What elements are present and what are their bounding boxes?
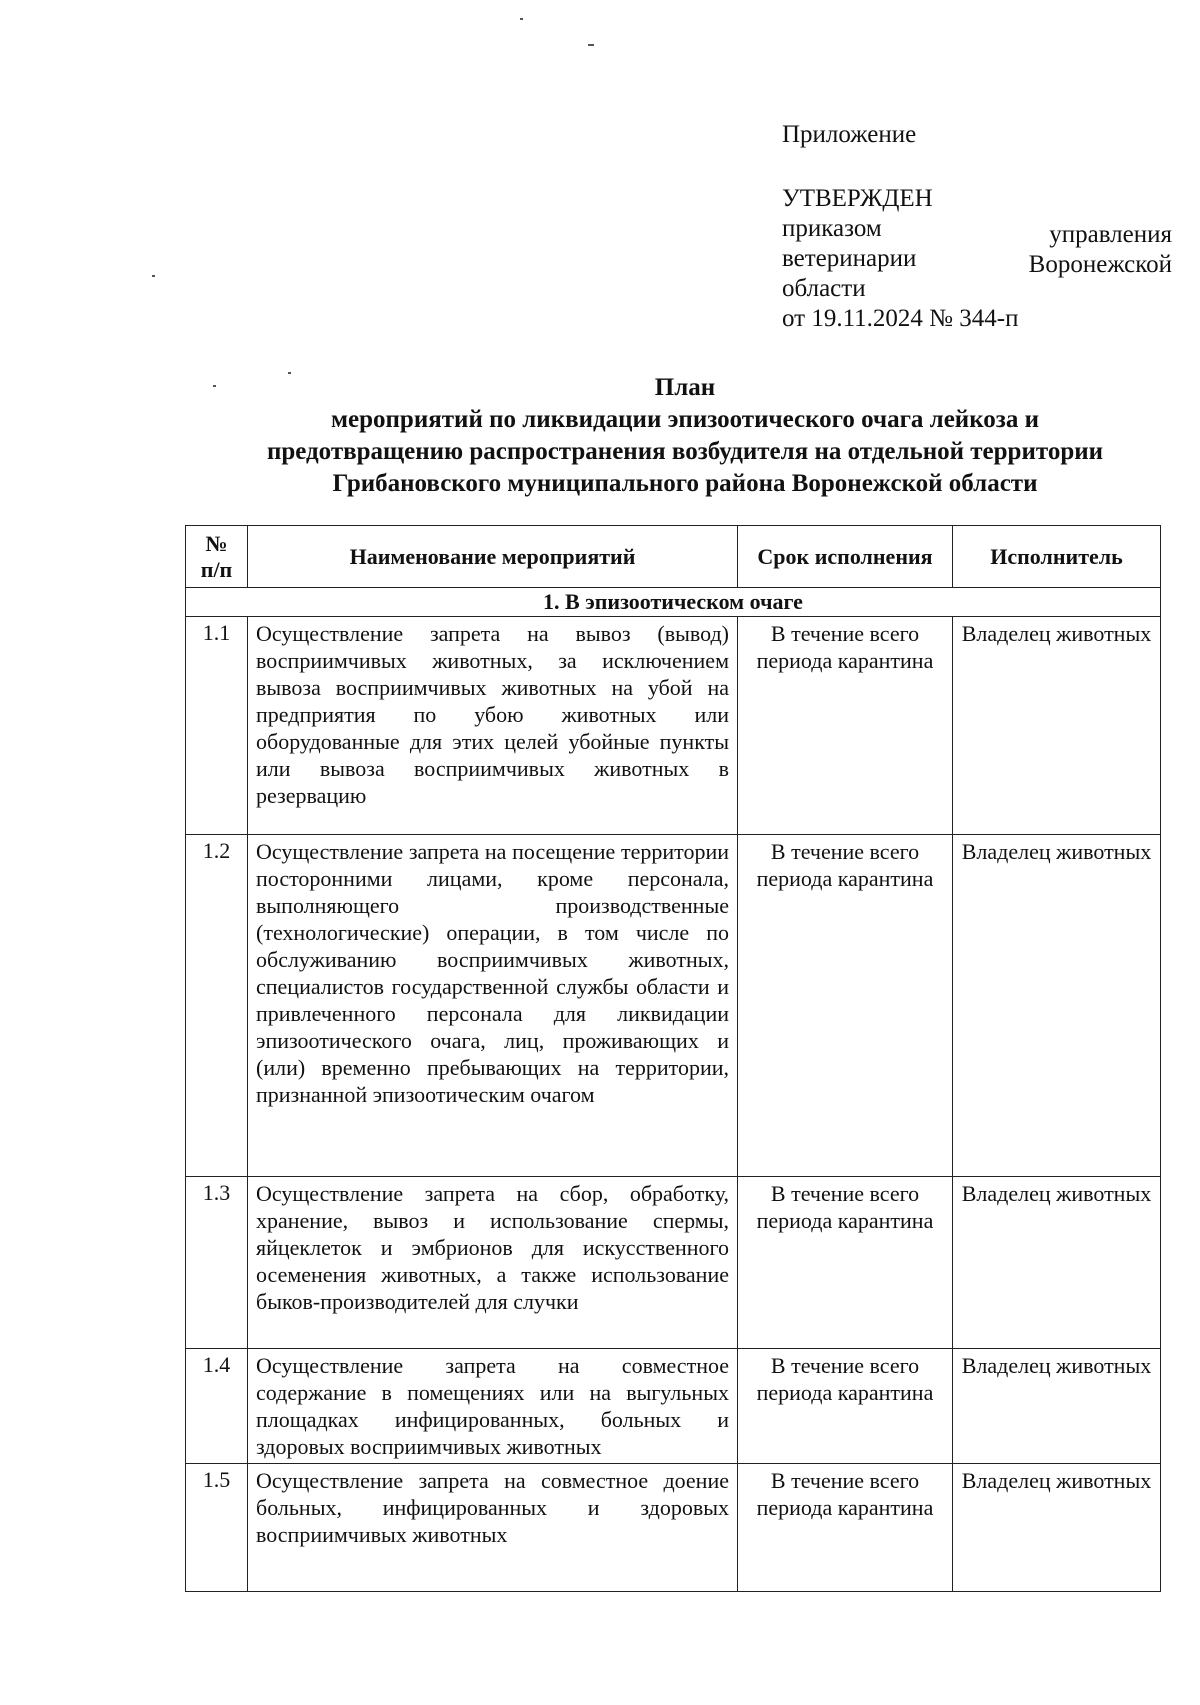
header-name: Наименование мероприятий bbox=[248, 526, 738, 588]
header-num: № п/п bbox=[186, 526, 248, 588]
approval-word: Воронежской bbox=[1028, 251, 1172, 278]
scan-speck bbox=[520, 18, 523, 20]
plan-table bbox=[185, 525, 1161, 1592]
row-num: 1.4 bbox=[186, 1349, 248, 1464]
scan-speck bbox=[588, 44, 594, 46]
header-executor: Исполнитель bbox=[953, 526, 1161, 588]
section-title: 1. В эпизоотическом очаге bbox=[186, 588, 1161, 617]
row-num: 1.2 bbox=[186, 835, 248, 1177]
row-num: 1.5 bbox=[186, 1464, 248, 1592]
approval-line-3: области bbox=[782, 275, 866, 302]
table-row bbox=[186, 617, 1161, 835]
row-term: В течение всего периода карантина bbox=[738, 1177, 953, 1349]
approved-label: УТВЕРЖДЕН bbox=[782, 185, 933, 212]
row-term: В течение всего периода карантина bbox=[738, 617, 953, 835]
title-line: мероприятий по ликвидации эпизоотического очага лейкоза и bbox=[331, 406, 1039, 433]
row-executor: Владелец животных bbox=[953, 1464, 1161, 1592]
table-row bbox=[186, 1177, 1161, 1349]
scan-speck bbox=[152, 275, 155, 277]
row-name: Осуществление запрета на сбор, обработку, хранение, вывоз и использование спермы, яйцеклеток и эмбрионов для искусственного осеменения животных, а также использование быков-производителей для случки bbox=[248, 1177, 738, 1349]
row-name: Осуществление запрета на совместное содержание в помещениях или на выгульных площадках инфицированных, больных и здоровых восприимчивых животных bbox=[248, 1349, 738, 1464]
title-line: предотвращению распространения возбудителя на отдельной территории bbox=[266, 438, 1104, 465]
approval-line-1 bbox=[782, 214, 1172, 248]
approval-word: приказом bbox=[782, 215, 882, 242]
row-term: В течение всего периода карантина bbox=[738, 1464, 953, 1592]
order-reference: от 19.11.2024 № 344-п bbox=[782, 305, 1019, 332]
approval-word: управления bbox=[1049, 221, 1172, 248]
table-row bbox=[186, 1349, 1161, 1464]
appendix-label: Приложение bbox=[782, 121, 917, 148]
row-name: Осуществление запрета на вывоз (вывод) восприимчивых животных, за исключением вывоза восприимчивых животных на убой на предприятия по убою животных или оборудованные для этих целей убойные пункты или вывоза восприимчивых животных в резервацию bbox=[248, 617, 738, 835]
row-executor: Владелец животных bbox=[953, 1349, 1161, 1464]
row-term: В течение всего периода карантина bbox=[738, 835, 953, 1177]
title-line: План bbox=[654, 374, 716, 401]
table-header-row bbox=[186, 526, 1161, 588]
table-row bbox=[186, 1464, 1161, 1592]
row-name: Осуществление запрета на совместное доение больных, инфицированных и здоровых восприимчивых животных bbox=[248, 1464, 738, 1592]
row-num: 1.3 bbox=[186, 1177, 248, 1349]
row-executor: Владелец животных bbox=[953, 835, 1161, 1177]
table-row bbox=[186, 835, 1161, 1177]
row-executor: Владелец животных bbox=[953, 1177, 1161, 1349]
row-num: 1.1 bbox=[186, 617, 248, 835]
row-name: Осуществление запрета на посещение территории посторонними лицами, кроме персонала, выполняющего производственные (технологические) операции, в том числе по обслуживанию восприимчивых животных, специалистов государственной службы области и привлеченного персонала для ликвидации эпизоотического очага, лиц, проживающих и (или) временно пребывающих на территории, признанной эпизоотическим очагом bbox=[248, 835, 738, 1177]
row-executor: Владелец животных bbox=[953, 617, 1161, 835]
header-term: Срок исполнения bbox=[738, 526, 953, 588]
approval-word: ветеринарии bbox=[782, 245, 917, 272]
title-line: Грибановского муниципального района Воронежской области bbox=[332, 470, 1038, 497]
document-title bbox=[190, 372, 1180, 500]
section-row bbox=[186, 588, 1161, 617]
row-term: В течение всего периода карантина bbox=[738, 1349, 953, 1464]
approval-block bbox=[782, 120, 1172, 334]
